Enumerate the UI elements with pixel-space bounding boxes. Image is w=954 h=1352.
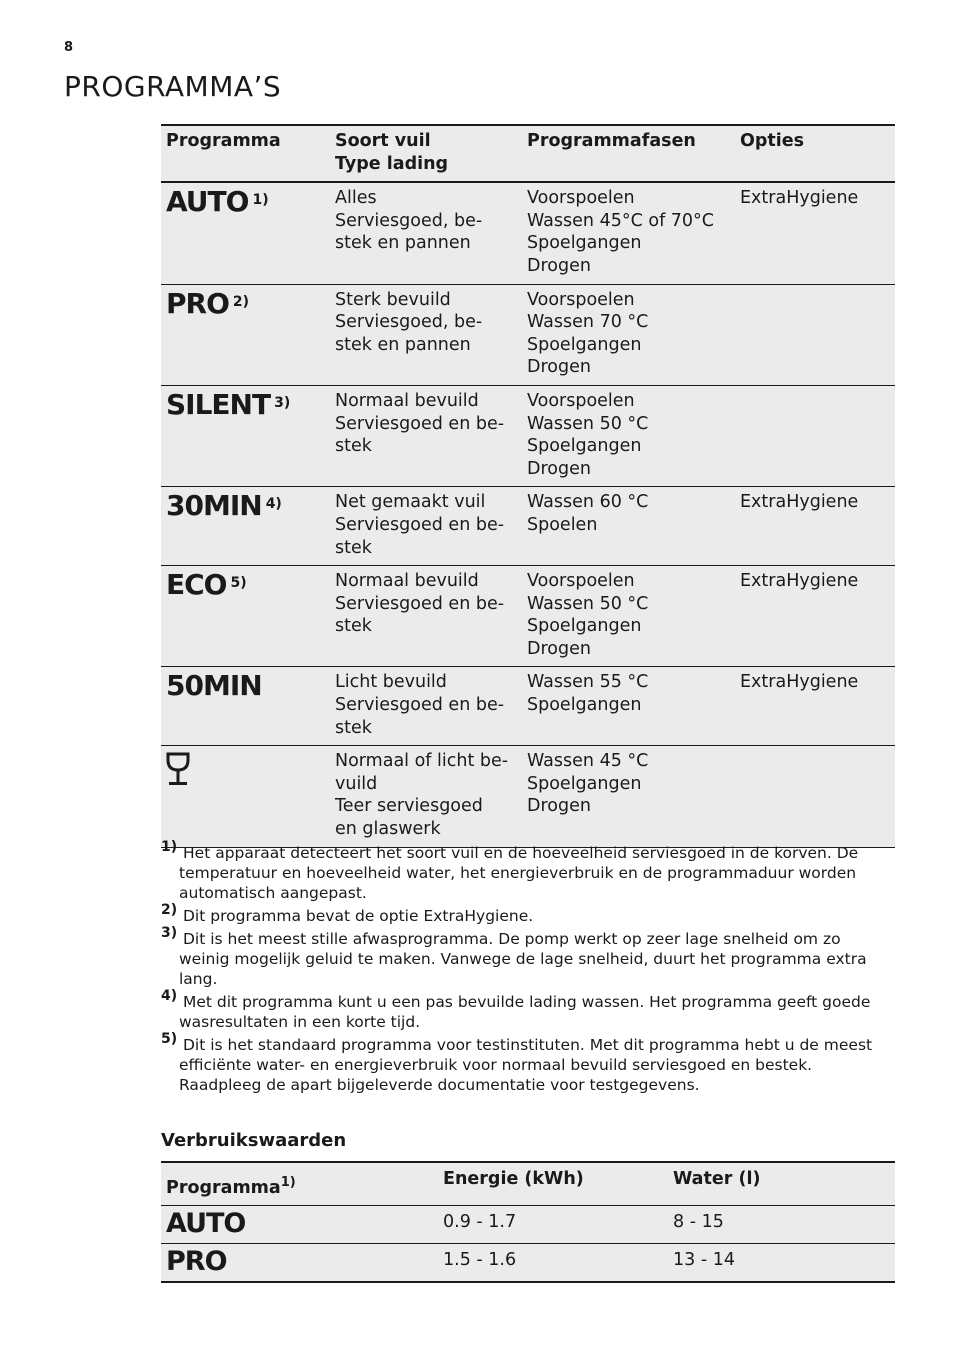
footnote-line: Het apparaat detecteert het soort vuil en de hoeveelheid serviesgoed in de korven. De: [183, 844, 859, 862]
options-cell: [735, 385, 895, 486]
soil-cell: [330, 284, 522, 385]
options-cell: ExtraHygiene: [735, 667, 895, 746]
program-cell: [161, 1206, 438, 1244]
header-soort-vuil-line: Soort vuil: [335, 131, 431, 151]
footnote: [161, 988, 891, 1032]
phase-line: Spoelen: [527, 514, 598, 535]
consumption-heading: Verbruikswaarden: [161, 1130, 347, 1151]
footnote: [161, 839, 891, 903]
soil-line: stek: [335, 436, 372, 457]
table-row: [161, 182, 895, 284]
phase-line: Wassen 45 °C: [527, 751, 649, 772]
section-title: PROGRAMMA’S: [64, 70, 282, 103]
table-row: [161, 667, 895, 746]
options-cell: [735, 284, 895, 385]
soil-cell: [330, 182, 522, 284]
program-name: SILENT: [166, 387, 271, 421]
phases-cell: [522, 566, 735, 667]
soil-line: en glaswerk: [335, 819, 441, 840]
header-type-lading-line: Type lading: [335, 153, 449, 174]
soil-line: stek en pannen: [335, 233, 471, 254]
soil-cell: [330, 487, 522, 566]
consumption-table-header: [161, 1162, 895, 1206]
phase-line: Spoelgangen: [527, 334, 642, 355]
phase-line: Spoelgangen: [527, 233, 642, 254]
footnote-mark: 3): [161, 925, 178, 941]
program-cell: [161, 487, 330, 566]
soil-line: Serviesgoed en be-: [335, 593, 505, 614]
phases-cell: [522, 182, 735, 284]
header-programma: [161, 1162, 438, 1206]
footnotes: [161, 839, 891, 1098]
program-cell: [161, 284, 330, 385]
header-water: Water (l): [668, 1162, 895, 1206]
table-row: [161, 284, 895, 385]
phases-cell: [522, 667, 735, 746]
soil-line: stek: [335, 616, 372, 637]
phase-line: Drogen: [527, 638, 591, 659]
program-name: 50MIN: [166, 669, 262, 703]
footnote-line: Raadpleeg de apart bijgeleverde documentatie voor testgegevens.: [179, 1076, 700, 1094]
program-cell: [161, 1244, 438, 1283]
program-cell: [161, 566, 330, 667]
program-name: PRO: [166, 286, 229, 320]
soil-line: vuild: [335, 773, 378, 794]
table-row: [161, 487, 895, 566]
footnote-ref: 5): [230, 575, 247, 592]
program-cell: [161, 746, 330, 847]
footnote-line: weinig mogelijk geluid te maken. Vanwege de lage snelheid, duurt het programma extra: [179, 950, 867, 968]
footnote: [161, 902, 891, 926]
soil-cell: [330, 746, 522, 847]
energy-cell: 0.9 - 1.7: [438, 1206, 668, 1244]
program-name: 30MIN: [166, 489, 262, 523]
phase-line: Spoelgangen: [527, 436, 642, 457]
footnote-line: wasresultaten in een korte tijd.: [179, 1013, 421, 1031]
options-cell: [735, 746, 895, 847]
footnote-line: Dit is het meest stille afwasprogramma. De pomp werkt op zeer lage snelheid om zo: [183, 930, 841, 948]
phase-line: Wassen 55 °C: [527, 672, 649, 693]
program-name: AUTO: [166, 1208, 246, 1239]
phase-line: Spoelgangen: [527, 695, 642, 716]
soil-line: Normaal of licht be-: [335, 751, 509, 772]
footnote-ref: 1): [252, 192, 269, 209]
soil-line: Teer serviesgoed: [335, 796, 483, 817]
soil-line: stek en pannen: [335, 334, 471, 355]
page-number: 8: [64, 40, 74, 55]
phase-line: Voorspoelen: [527, 289, 635, 310]
wine-glass-icon: [166, 752, 190, 786]
program-cell: [161, 385, 330, 486]
phases-cell: [522, 385, 735, 486]
water-cell: 13 - 14: [668, 1244, 895, 1283]
soil-line: Net gemaakt vuil: [335, 492, 486, 513]
soil-cell: [330, 667, 522, 746]
footnote-ref: 4): [265, 496, 282, 513]
phase-line: Wassen 45°C of 70°C: [527, 210, 715, 231]
phases-cell: [522, 284, 735, 385]
footnote-ref: 2): [232, 293, 250, 310]
soil-line: Normaal bevuild: [335, 571, 479, 592]
footnote-mark: 1): [161, 839, 178, 855]
footnote-line: Met dit programma kunt u een pas bevuilde lading wassen. Het programma geeft goede: [183, 993, 871, 1011]
phase-line: Drogen: [527, 796, 591, 817]
program-cell: [161, 667, 330, 746]
programs-table-header: [161, 125, 895, 182]
programs-table: [161, 124, 895, 848]
phase-line: Wassen 50 °C: [527, 593, 649, 614]
footnote-mark: 4): [161, 988, 178, 1004]
header-programma-label: Programma: [166, 1177, 281, 1198]
table-row: [161, 566, 895, 667]
program-name: AUTO: [166, 185, 249, 219]
phase-line: Drogen: [527, 255, 591, 276]
footnote: [161, 925, 891, 989]
soil-line: stek: [335, 537, 372, 558]
options-cell: ExtraHygiene: [735, 182, 895, 284]
header-programmafasen: Programmafasen: [522, 125, 735, 182]
footnote-mark: 2): [161, 902, 178, 918]
header-soort-vuil: [330, 125, 522, 182]
program-name: PRO: [166, 1246, 227, 1277]
table-row: [161, 385, 895, 486]
soil-line: Serviesgoed en be-: [335, 695, 505, 716]
phases-cell: [522, 487, 735, 566]
soil-line: Sterk bevuild: [335, 289, 451, 310]
phase-line: Spoelgangen: [527, 773, 642, 794]
water-cell: 8 - 15: [668, 1206, 895, 1244]
soil-cell: [330, 566, 522, 667]
options-cell: ExtraHygiene: [735, 487, 895, 566]
table-row: [161, 746, 895, 847]
phase-line: Wassen 50 °C: [527, 413, 649, 434]
footnote-ref: 1): [280, 1175, 296, 1190]
phase-line: Wassen 70 °C: [527, 312, 649, 333]
soil-line: Serviesgoed en be-: [335, 514, 505, 535]
table-row: [161, 1244, 895, 1283]
soil-cell: [330, 385, 522, 486]
soil-line: stek: [335, 717, 372, 738]
header-programma: Programma: [161, 125, 330, 182]
footnote-line: efficiënte water- en energieverbruik voor normaal bevuild serviesgoed en bestek.: [179, 1056, 813, 1074]
header-energie: Energie (kWh): [438, 1162, 668, 1206]
footnote-mark: 5): [161, 1031, 178, 1047]
options-cell: ExtraHygiene: [735, 566, 895, 667]
phase-line: Drogen: [527, 458, 591, 479]
consumption-table: [161, 1161, 895, 1283]
table-row: [161, 1206, 895, 1244]
program-cell: [161, 182, 330, 284]
soil-line: Alles: [335, 188, 377, 209]
soil-line: Licht bevuild: [335, 672, 447, 693]
phase-line: Voorspoelen: [527, 571, 635, 592]
phase-line: Wassen 60 °C: [527, 492, 649, 513]
phases-cell: [522, 746, 735, 847]
phase-line: Voorspoelen: [527, 390, 635, 411]
phase-line: Drogen: [527, 357, 591, 378]
phase-line: Voorspoelen: [527, 188, 635, 209]
footnote: [161, 1031, 891, 1095]
footnote-ref: 3): [274, 395, 291, 412]
footnote-line: automatisch aangepast.: [179, 884, 367, 902]
program-name: ECO: [166, 568, 227, 602]
soil-line: Normaal bevuild: [335, 390, 479, 411]
soil-line: Serviesgoed, be-: [335, 312, 483, 333]
footnote-line: Dit is het standaard programma voor testinstituten. Met dit programma hebt u de meest: [183, 1036, 873, 1054]
soil-line: Serviesgoed, be-: [335, 210, 483, 231]
energy-cell: 1.5 - 1.6: [438, 1244, 668, 1283]
footnote-line: temperatuur en hoeveelheid water, het energieverbruik en de programmaduur worden: [179, 864, 857, 882]
soil-line: Serviesgoed en be-: [335, 413, 505, 434]
footnote-line: lang.: [179, 970, 218, 988]
header-opties: Opties: [735, 125, 895, 182]
footnote-line: Dit programma bevat de optie ExtraHygiene.: [183, 907, 534, 925]
phase-line: Spoelgangen: [527, 616, 642, 637]
